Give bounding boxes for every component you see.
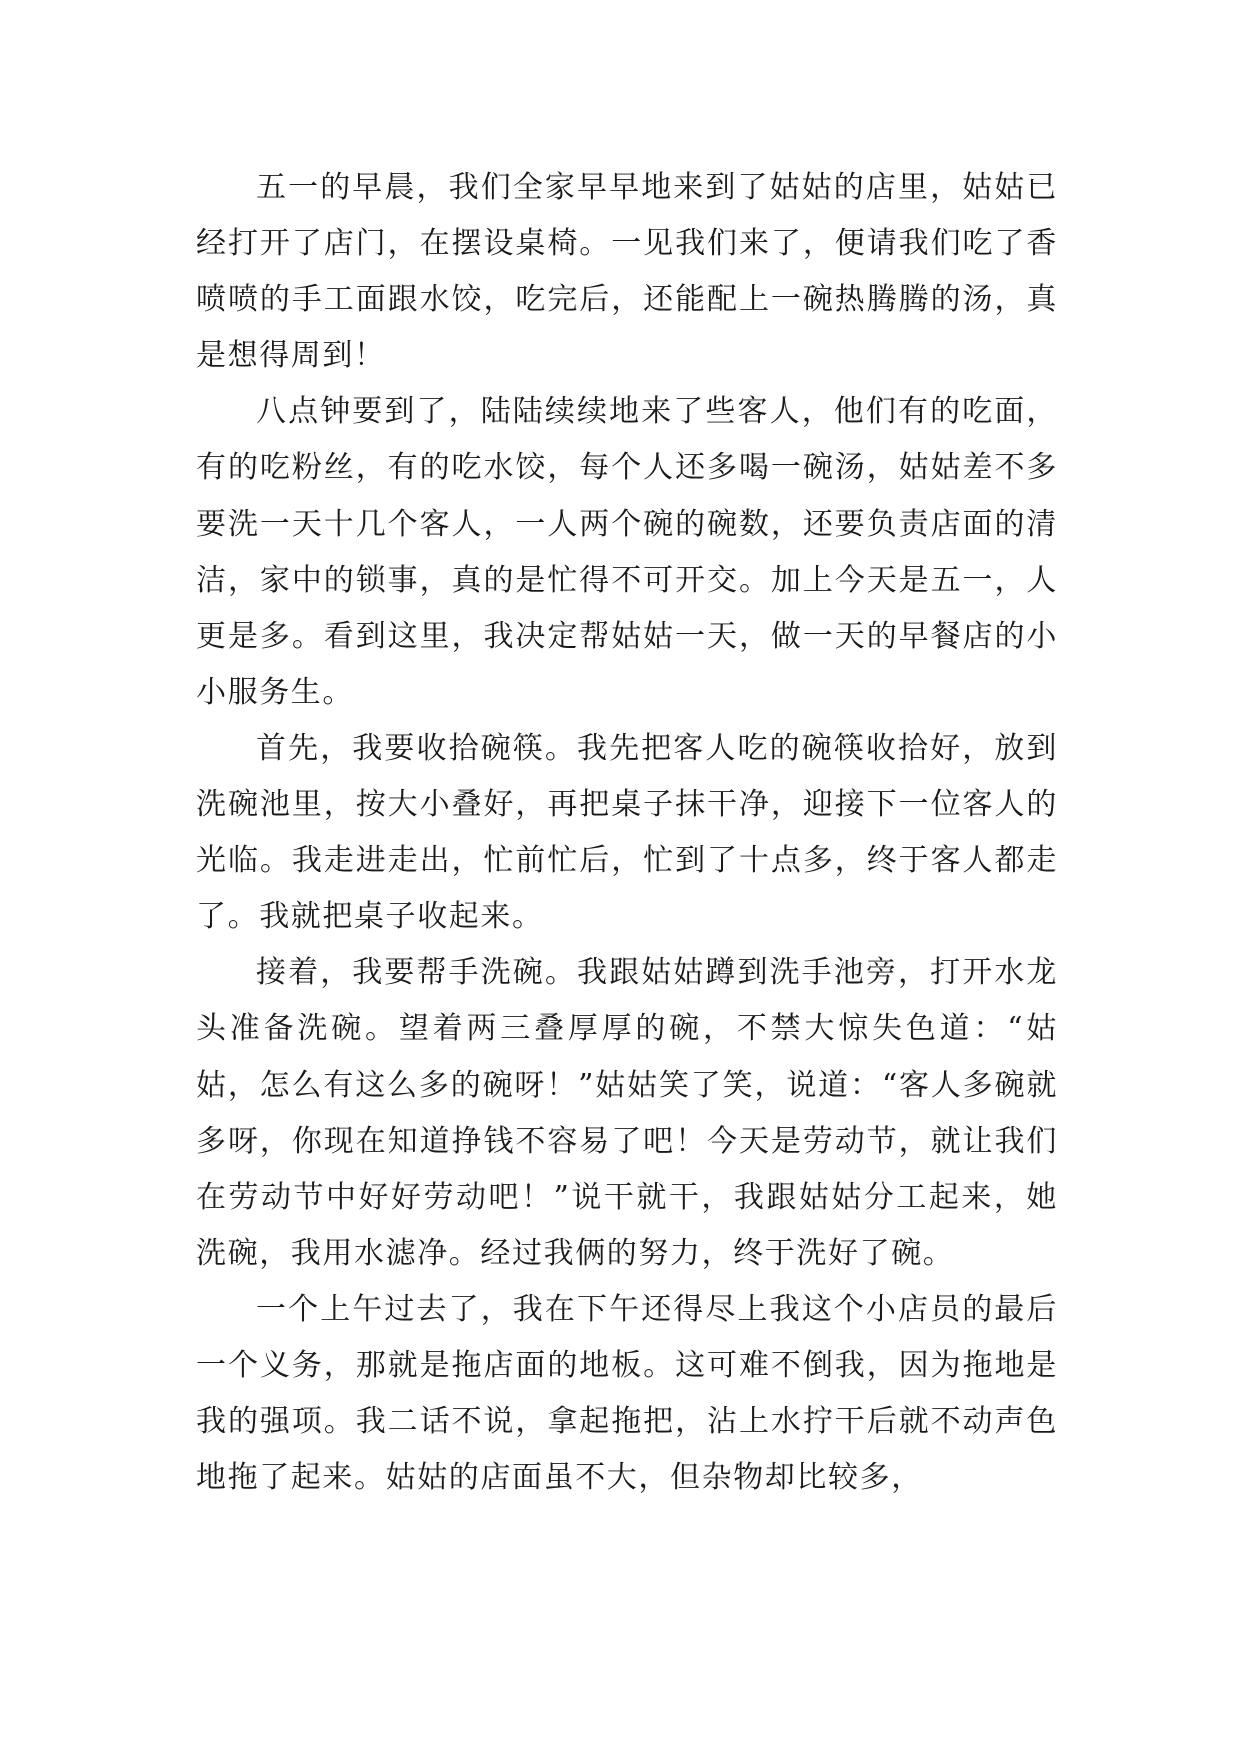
paragraph: 首先，我要收拾碗筷。我先把客人吃的碗筷收拾好，放到洗碗池里，按大小叠好，再把桌子抹干净，迎接下一位客人的光临。我走进走出，忙前忙后，忙到了十点多，终于客人都走了。我就把桌子收起来。 bbox=[196, 730, 1058, 935]
paragraph: 五一的早晨，我们全家早早地来到了姑姑的店里，姑姑已经打开了店门，在摆设桌椅。一见我们来了，便请我们吃了香喷喷的手工面跟水饺，吃完后，还能配上一碗热腾腾的汤，真是想得周到！ bbox=[196, 170, 1058, 374]
paragraph: 接着，我要帮手洗碗。我跟姑姑蹲到洗手池旁，打开水龙头准备洗碗。望着两三叠厚厚的碗，不禁大惊失色道：“姑姑，怎么有这么多的碗呀！”姑姑笑了笑，说道：“客人多碗就多呀，你现在知道挣钱不容易了吧！今天是劳动节，就让我们在劳动节中好好劳动吧！”说干就干，我跟姑姑分工起来，她洗碗，我用水滤净。经过我俩的努力，终于洗好了碗。 bbox=[196, 955, 1058, 1271]
paragraph: 八点钟要到了，陆陆续续地来了些客人，他们有的吃面，有的吃粉丝，有的吃水饺，每个人还多喝一碗汤，姑姑差不多要洗一天十几个客人，一人两个碗的碗数，还要负责店面的清洁，家中的锁事，真的是忙得不可开交。加上今天是五一，人更是多。看到这里，我决定帮姑姑一天，做一天的早餐店的小小服务生。 bbox=[196, 394, 1058, 710]
document-body bbox=[196, 160, 1058, 1506]
paragraph: 一个上午过去了，我在下午还得尽上我这个小店员的最后一个义务，那就是拖店面的地板。这可难不倒我，因为拖地是我的强项。我二话不说，拿起拖把，沾上水拧干后就不动声色地拖了起来。姑姑的店面虽不大，但杂物却比较多， bbox=[196, 1291, 1058, 1496]
